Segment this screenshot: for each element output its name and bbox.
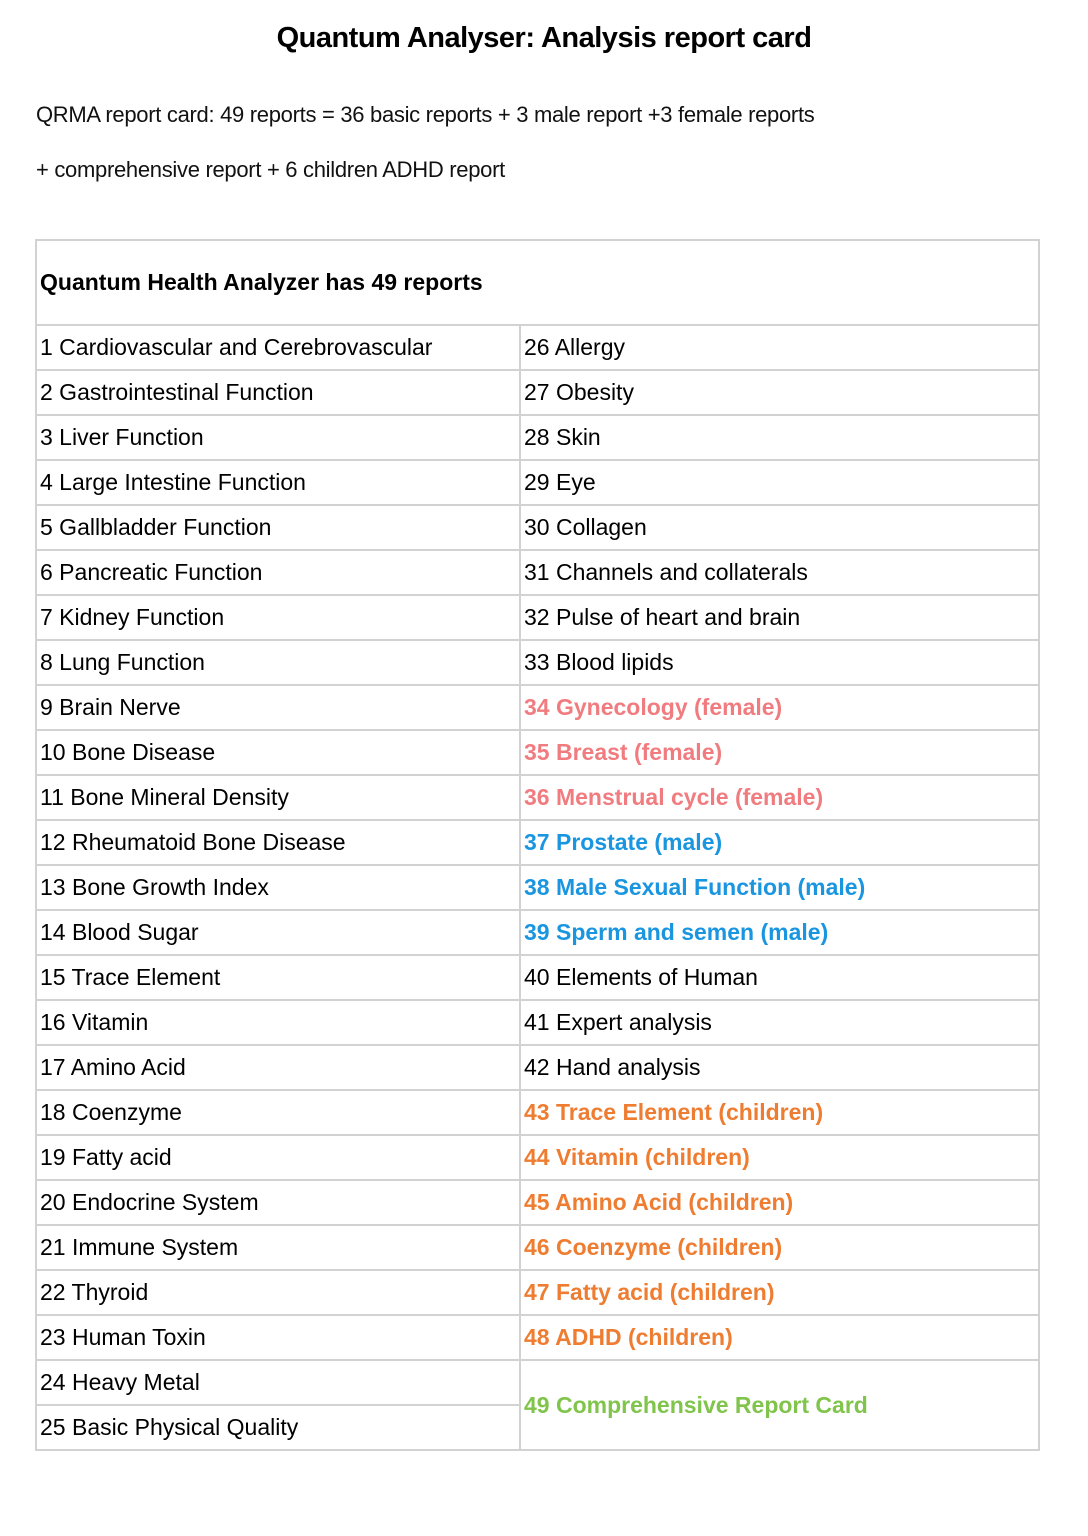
- table-header: Quantum Health Analyzer has 49 reports: [36, 240, 1039, 325]
- report-item: 10 Bone Disease: [36, 730, 520, 775]
- report-item-children: 48 ADHD (children): [520, 1315, 1039, 1360]
- report-item-female: 35 Breast (female): [520, 730, 1039, 775]
- report-item-comprehensive: 49 Comprehensive Report Card: [520, 1360, 1039, 1450]
- table-row: [36, 1270, 1039, 1315]
- intro-line-2: + comprehensive report + 6 children ADHD report: [36, 157, 505, 182]
- table-row: [36, 1090, 1039, 1135]
- report-item: 25 Basic Physical Quality: [36, 1405, 520, 1450]
- table-row: [36, 955, 1039, 1000]
- report-item: 28 Skin: [520, 415, 1039, 460]
- report-item: 12 Rheumatoid Bone Disease: [36, 820, 520, 865]
- report-item-male: 38 Male Sexual Function (male): [520, 865, 1039, 910]
- report-item-children: 43 Trace Element (children): [520, 1090, 1039, 1135]
- report-item: 11 Bone Mineral Density: [36, 775, 520, 820]
- report-item: 31 Channels and collaterals: [520, 550, 1039, 595]
- table-row: [36, 775, 1039, 820]
- table-row: [36, 1045, 1039, 1090]
- report-item: 29 Eye: [520, 460, 1039, 505]
- table-row: [36, 1315, 1039, 1360]
- report-item: 19 Fatty acid: [36, 1135, 520, 1180]
- report-item-children: 47 Fatty acid (children): [520, 1270, 1039, 1315]
- report-item-male: 37 Prostate (male): [520, 820, 1039, 865]
- table-row: [36, 325, 1039, 370]
- report-item: 30 Collagen: [520, 505, 1039, 550]
- report-item: 40 Elements of Human: [520, 955, 1039, 1000]
- table-row: [36, 910, 1039, 955]
- table-row: [36, 1225, 1039, 1270]
- report-item: 16 Vitamin: [36, 1000, 520, 1045]
- report-item-children: 45 Amino Acid (children): [520, 1180, 1039, 1225]
- table-row: [36, 415, 1039, 460]
- table-row: [36, 865, 1039, 910]
- report-item: 7 Kidney Function: [36, 595, 520, 640]
- table-row: [36, 1135, 1039, 1180]
- table-row: [36, 550, 1039, 595]
- table-header-row: [36, 240, 1039, 325]
- report-item: 23 Human Toxin: [36, 1315, 520, 1360]
- report-item: 27 Obesity: [520, 370, 1039, 415]
- report-item: 26 Allergy: [520, 325, 1039, 370]
- report-item: 13 Bone Growth Index: [36, 865, 520, 910]
- table-row: [36, 685, 1039, 730]
- table-row: [36, 1000, 1039, 1045]
- intro-line-1: QRMA report card: 49 reports = 36 basic reports + 3 male report +3 female reports: [36, 102, 815, 127]
- report-item: 33 Blood lipids: [520, 640, 1039, 685]
- report-item: 21 Immune System: [36, 1225, 520, 1270]
- report-item: 41 Expert analysis: [520, 1000, 1039, 1045]
- report-item: 24 Heavy Metal: [36, 1360, 520, 1405]
- table-row: [36, 1360, 1039, 1405]
- report-item: 15 Trace Element: [36, 955, 520, 1000]
- document-title: Quantum Analyser: Analysis report card: [276, 22, 812, 54]
- reports-table: [35, 239, 1040, 1451]
- report-item: 9 Brain Nerve: [36, 685, 520, 730]
- report-item: 8 Lung Function: [36, 640, 520, 685]
- report-item: 22 Thyroid: [36, 1270, 520, 1315]
- report-item: 6 Pancreatic Function: [36, 550, 520, 595]
- report-item: 14 Blood Sugar: [36, 910, 520, 955]
- table-row: [36, 1180, 1039, 1225]
- report-item: 18 Coenzyme: [36, 1090, 520, 1135]
- report-item: 32 Pulse of heart and brain: [520, 595, 1039, 640]
- report-item-children: 46 Coenzyme (children): [520, 1225, 1039, 1270]
- report-item: 20 Endocrine System: [36, 1180, 520, 1225]
- report-item: 42 Hand analysis: [520, 1045, 1039, 1090]
- table-row: [36, 370, 1039, 415]
- table-row: [36, 640, 1039, 685]
- report-item: 2 Gastrointestinal Function: [36, 370, 520, 415]
- report-item-female: 36 Menstrual cycle (female): [520, 775, 1039, 820]
- report-item: 5 Gallbladder Function: [36, 505, 520, 550]
- report-item: 4 Large Intestine Function: [36, 460, 520, 505]
- report-item: 1 Cardiovascular and Cerebrovascular: [36, 325, 520, 370]
- report-item-children: 44 Vitamin (children): [520, 1135, 1039, 1180]
- table-row: [36, 820, 1039, 865]
- report-item: 3 Liver Function: [36, 415, 520, 460]
- report-item: 17 Amino Acid: [36, 1045, 520, 1090]
- report-item-female: 34 Gynecology (female): [520, 685, 1039, 730]
- table-row: [36, 505, 1039, 550]
- table-row: [36, 460, 1039, 505]
- table-row: [36, 595, 1039, 640]
- table-row: [36, 730, 1039, 775]
- report-item-male: 39 Sperm and semen (male): [520, 910, 1039, 955]
